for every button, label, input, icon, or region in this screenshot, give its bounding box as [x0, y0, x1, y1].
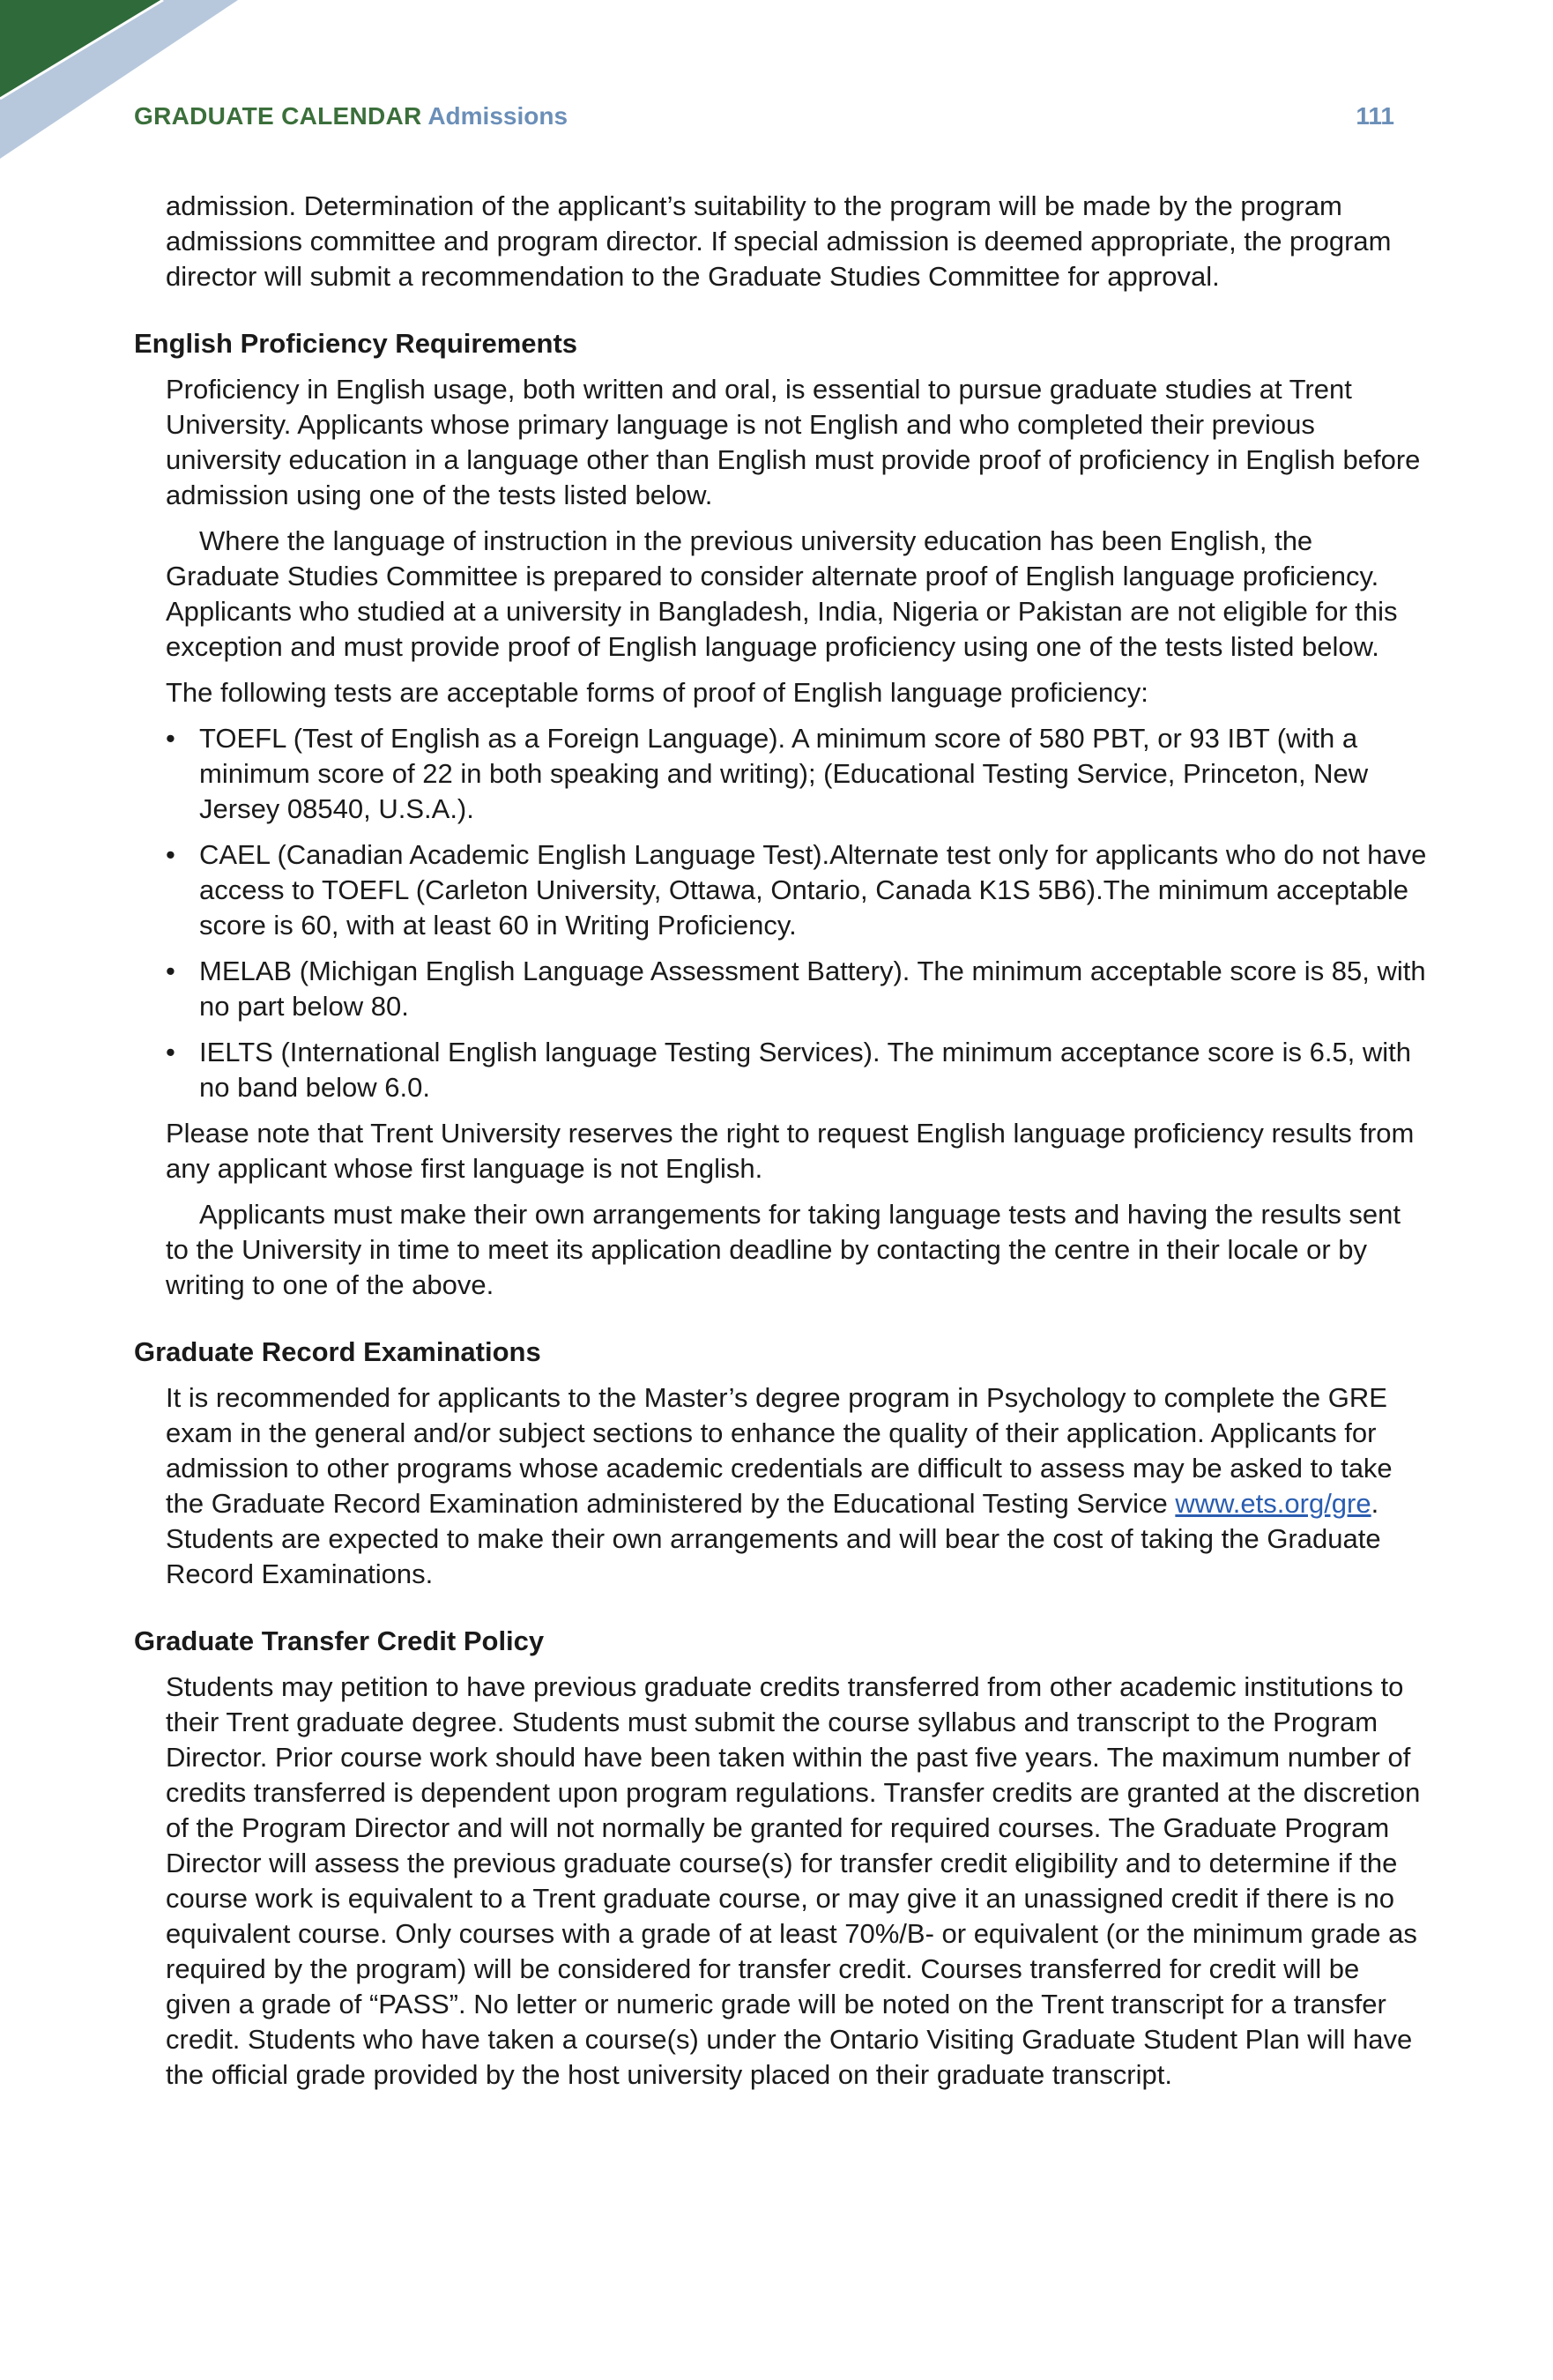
calendar-label: GRADUATE CALENDAR	[134, 102, 422, 130]
transfer-credit-heading: Graduate Transfer Credit Policy	[134, 1625, 545, 1656]
english-paragraph-4: Please note that Trent University reserves the right to request English language proficiency results from any applicant whose first language is not English.	[166, 1118, 1415, 1184]
english-paragraph-3: The following tests are acceptable forms of proof of English language proficiency:	[166, 677, 1148, 708]
list-item	[134, 721, 1430, 827]
test-list	[134, 721, 1430, 1105]
bullet: •	[166, 1037, 175, 1067]
page-number: 111	[1356, 102, 1394, 130]
list-item-text: MELAB (Michigan English Language Assessment Battery). The minimum acceptable score is 85, with no part below 80.	[199, 956, 1426, 1022]
english-paragraph-1: Proficiency in English usage, both written and oral, is essential to pursue graduate studies at Trent University. Applicants whose primary language is not English and who completed their previous university education in a language other than English must provide proof of proficiency in English before admission using one of the tests listed below.	[166, 374, 1421, 510]
intro-paragraph: admission. Determination of the applicant’s suitability to the program will be made by the program admissions committee and program director. If special admission is deemed appropriate, the program director will submit a recommendation to the Graduate Studies Committee for approval.	[166, 190, 1392, 292]
bullet: •	[166, 723, 175, 754]
bullet: •	[166, 956, 175, 986]
list-item-text: TOEFL (Test of English as a Foreign Language). A minimum score of 580 PBT, or 93 IBT (with a minimum score of 22 in both speaking and writing); (Educational Testing Service, Princeton, New Jersey 08540, U.S.A.).	[199, 723, 1369, 824]
list-item-text: CAEL (Canadian Academic English Language Test).Alternate test only for applicants who do not have access to TOEFL (Carleton University, Ottawa, Ontario, Canada K1S 5B6).The minimum acceptable score is 60, with at least 60 in Writing Proficiency.	[199, 839, 1427, 941]
gre-heading: Graduate Record Examinations	[134, 1336, 541, 1367]
gre-text-after-link: . Students are expected to make their own arrangements and will bear the cost of taking the Graduate Record Examinations.	[166, 1488, 1381, 1589]
corner-decoration	[0, 0, 238, 159]
list-item	[134, 1035, 1430, 1105]
list-item	[134, 837, 1430, 943]
ets-gre-link[interactable]: www.ets.org/gre	[1175, 1488, 1371, 1519]
transfer-credit-paragraph: Students may petition to have previous graduate credits transferred from other academic institutions to their Trent graduate degree. Students must submit the course syllabus and transcript to the Program Director. Prior course work should have been taken within the past five years. The maximum number of credits transferred is dependent upon program regulations. Transfer credits are granted at the discretion of the Program Director and will not normally be granted for required courses. The Graduate Program Director will assess the previous graduate course(s) for transfer credit eligibility and to determine if the course work is equivalent to a Trent graduate course, or may give it an unassigned credit if there is no equivalent course. Only courses with a grade of at least 70%/B- or equivalent (or the minimum grade as required by the program) will be considered for transfer credit. Courses transferred for credit will be given a grade of “PASS”. No letter or numeric grade will be noted on the Trent transcript for a transfer credit. Students who have taken a course(s) under the Ontario Visiting Graduate Student Plan will have the official grade provided by the host university placed on their graduate transcript.	[166, 1671, 1421, 2090]
section-label: Admissions	[427, 102, 568, 130]
english-paragraph-2: Where the language of instruction in the previous university education has been English, the Graduate Studies Committee is prepared to consider alternate proof of English language proficiency. Applicants who studied at a university in Bangladesh, India, Nigeria or Pakistan are not eligible for this exception and must provide proof of English language proficiency using one of the tests listed below.	[166, 525, 1398, 662]
list-item	[134, 954, 1430, 1024]
page-body	[134, 189, 1430, 2093]
gre-text-before-link: It is recommended for applicants to the Master’s degree program in Psychology to complete the GRE exam in the general and/or subject sections to enhance the quality of their application. Applicants for admission to other programs whose academic credentials are difficult to assess may be asked to take the Graduate Record Examination administered by the Educational Testing Service	[166, 1382, 1393, 1519]
english-proficiency-heading: English Proficiency Requirements	[134, 328, 578, 359]
page-header	[134, 99, 1394, 134]
bullet: •	[166, 839, 175, 870]
gre-paragraph	[166, 1380, 1430, 1592]
list-item-text: IELTS (International English language Testing Services). The minimum acceptance score is 6.5, with no band below 6.0.	[199, 1037, 1412, 1103]
english-paragraph-5: Applicants must make their own arrangements for taking language tests and having the results sent to the University in time to meet its application deadline by contacting the centre in their locale or by writing to one of the above.	[166, 1199, 1401, 1300]
